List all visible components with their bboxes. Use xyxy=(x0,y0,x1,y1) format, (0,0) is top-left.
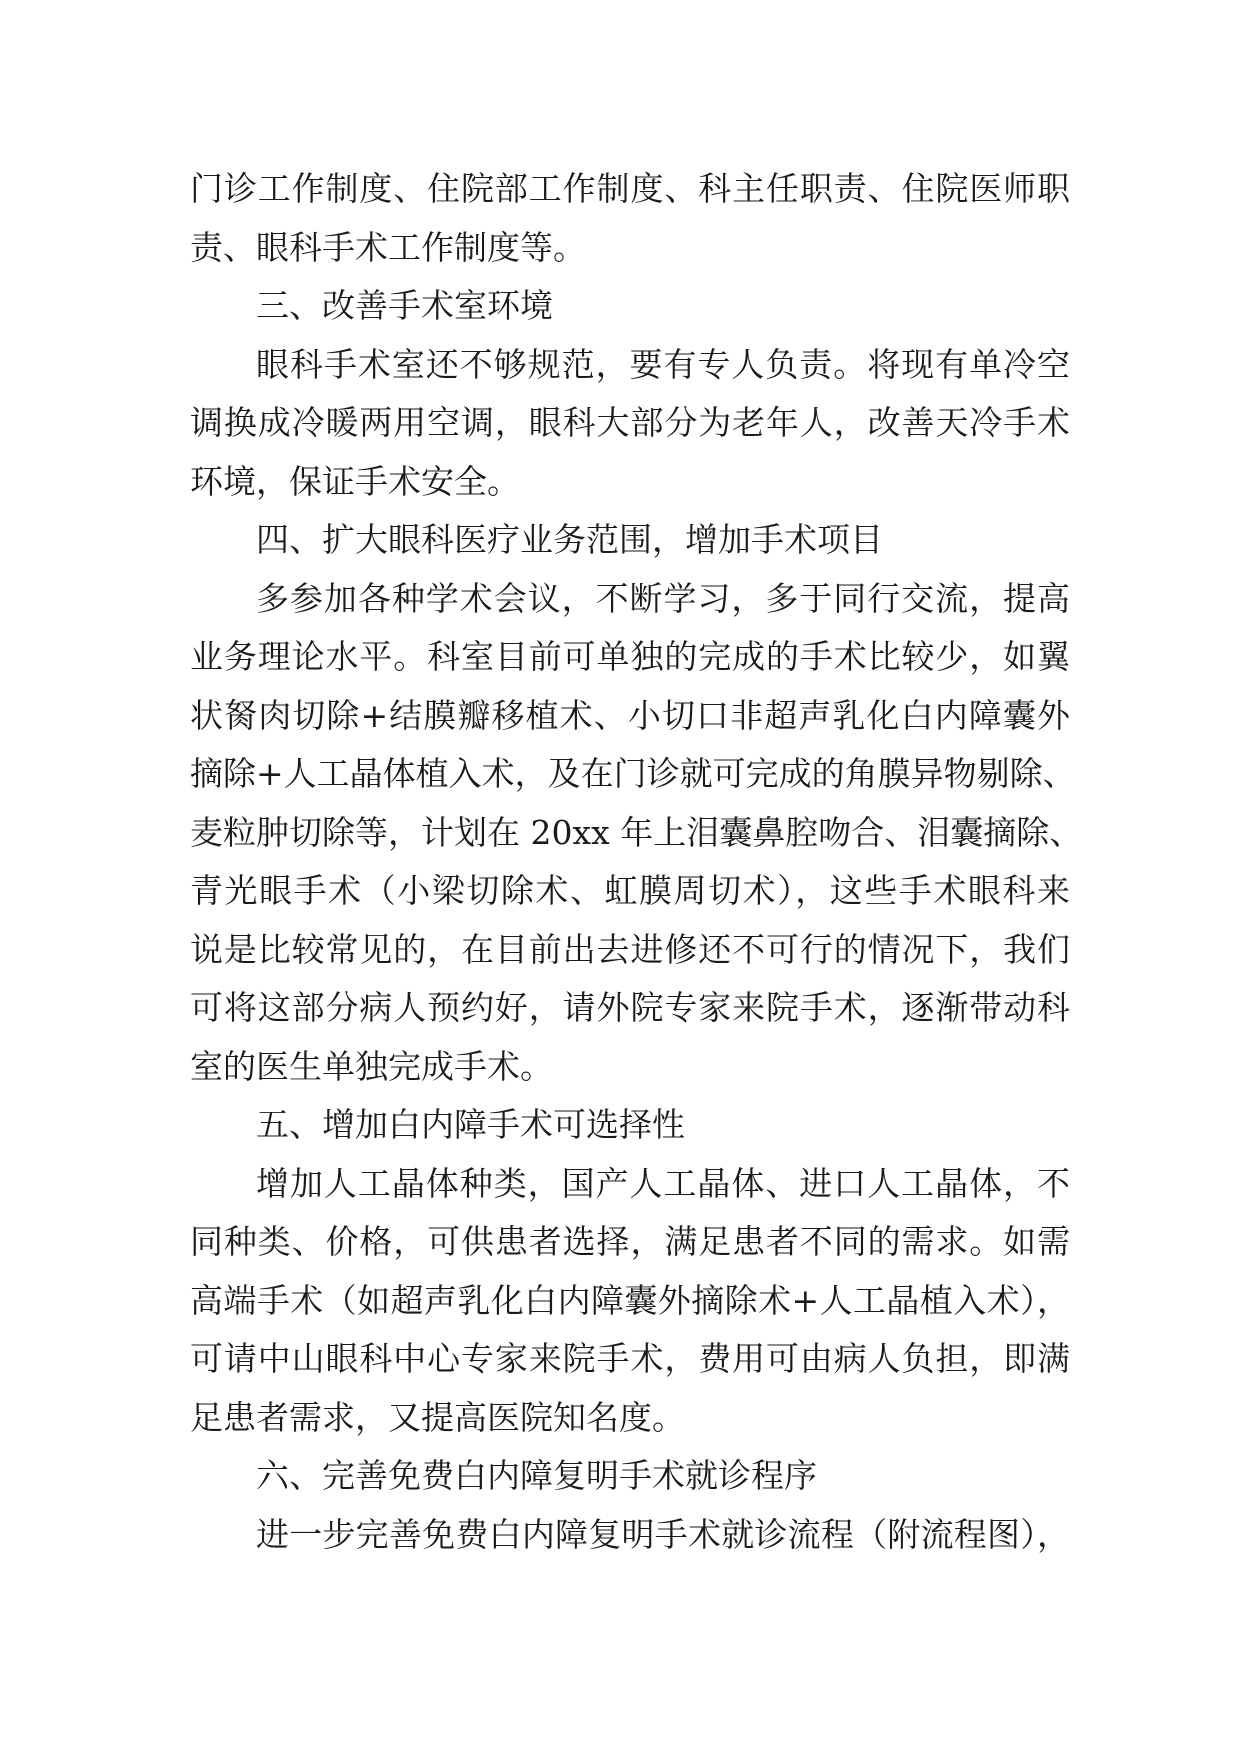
section-heading: 四、扩大眼科医疗业务范围，增加手术项目 xyxy=(256,520,883,559)
body-line: 环境，保证手术安全。 xyxy=(190,461,520,501)
body-line: 可将这部分病人预约好，请外院专家来院手术，逐渐带动科 xyxy=(190,988,1070,1027)
body-line: 进一步完善免费白内障复明手术就诊流程（附流程图）， xyxy=(256,1514,1070,1554)
body-line: 足患者需求，又提高医院知名度。 xyxy=(190,1397,685,1437)
body-line: 责、眼科手术工作制度等。 xyxy=(190,227,586,267)
document-body xyxy=(190,160,1083,1564)
body-line: 眼科手术室还不够规范，要有专人负责。将现有单冷空 xyxy=(256,344,1070,384)
body-line: 增加人工晶体种类，国产人工晶体、进口人工晶体，不 xyxy=(256,1163,1070,1203)
body-line: 门诊工作制度、住院部工作制度、科主任职责、住院医师职 xyxy=(190,169,1070,208)
body-line: 说是比较常见的，在目前出去进修还不可行的情况下，我们 xyxy=(190,929,1070,969)
body-line: 同种类、价格，可供患者选择，满足患者不同的需求。如需 xyxy=(190,1222,1070,1261)
section-heading: 六、完善免费白内障复明手术就诊程序 xyxy=(256,1456,817,1495)
body-line: 状胬肉切除+结膜瓣移植术、小切口非超声乳化白内障囊外 xyxy=(190,695,1070,735)
body-line: 摘除+人工晶体植入术，及在门诊就可完成的角膜异物剔除、 xyxy=(190,754,1076,793)
body-line: 高端手术（如超声乳化白内障囊外摘除术+人工晶植入术）， xyxy=(190,1280,1070,1320)
body-line: 调换成冷暖两用空调，眼科大部分为老年人，改善天冷手术 xyxy=(190,403,1070,442)
body-line: 可请中山眼科中心专家来院手术，费用可由病人负担，即满 xyxy=(190,1339,1070,1378)
body-line: 多参加各种学术会议，不断学习，多于同行交流，提高 xyxy=(256,578,1070,618)
body-line: 业务理论水平。科室目前可单独的完成的手术比较少，如翼 xyxy=(190,637,1070,676)
body-line: 麦粒肿切除等，计划在 20xx 年上泪囊鼻腔吻合、泪囊摘除、 xyxy=(190,812,1083,852)
body-line: 室的医生单独完成手术。 xyxy=(190,1046,553,1086)
section-heading: 三、改善手术室环境 xyxy=(256,286,553,325)
body-line: 青光眼手术（小梁切除术、虹膜周切术），这些手术眼科来 xyxy=(190,871,1070,910)
section-heading: 五、增加白内障手术可选择性 xyxy=(256,1105,685,1144)
